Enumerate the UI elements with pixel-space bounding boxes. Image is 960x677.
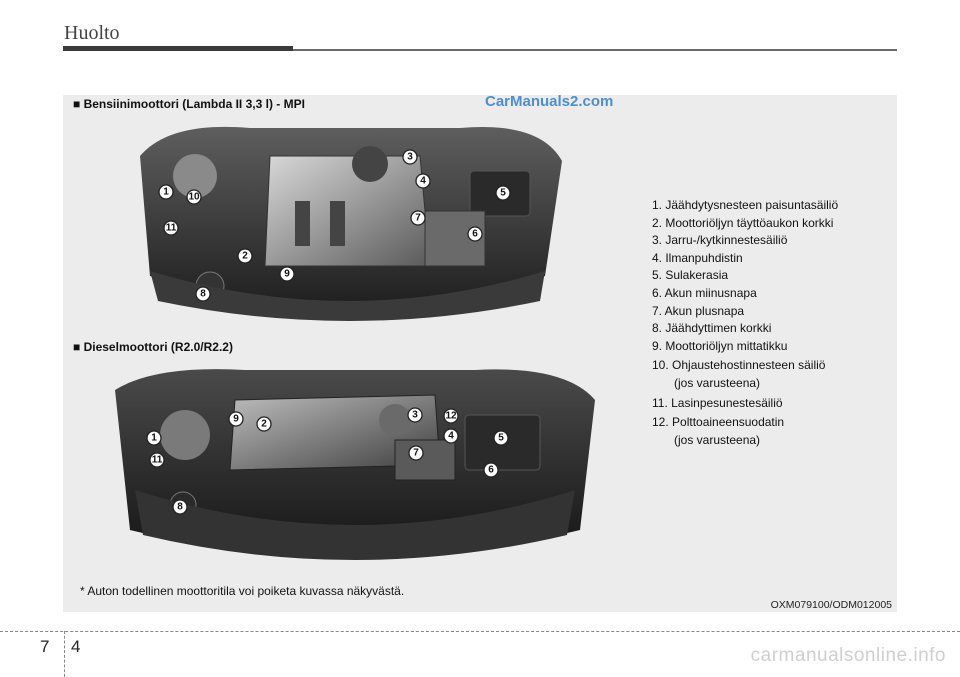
page-title: Huolto xyxy=(64,22,120,44)
callout-5-diesel xyxy=(494,431,508,445)
svg-text:4: 4 xyxy=(448,430,454,442)
callout-9-petrol xyxy=(280,267,294,281)
callout-7-diesel xyxy=(409,446,423,460)
svg-text:5: 5 xyxy=(500,187,506,199)
callout-11-petrol xyxy=(164,221,178,235)
callout-8-diesel xyxy=(173,500,187,514)
callout-1-diesel xyxy=(147,431,161,445)
svg-text:7: 7 xyxy=(415,212,421,224)
legend-item-note: (jos varusteena) xyxy=(674,432,761,447)
svg-text:8: 8 xyxy=(177,501,183,513)
svg-text:10: 10 xyxy=(188,191,200,203)
callout-3-diesel xyxy=(408,408,422,422)
legend-item: 4. Ilmanpuhdistin xyxy=(652,250,743,265)
diesel-engine-label: ■ Dieselmoottori (R2.0/R2.2) xyxy=(73,340,233,354)
callout-7-petrol xyxy=(411,211,425,225)
callout-9-diesel xyxy=(229,412,243,426)
callout-1-petrol xyxy=(159,185,173,199)
legend-item: 3. Jarru-/kytkinnestesäiliö xyxy=(652,233,788,248)
footer-divider xyxy=(0,631,960,632)
callout-5-petrol xyxy=(496,186,510,200)
svg-text:2: 2 xyxy=(242,250,248,262)
svg-text:6: 6 xyxy=(472,228,478,240)
legend-item: 6. Akun miinusnapa xyxy=(652,285,757,300)
callout-12-diesel xyxy=(444,409,458,423)
callout-8-petrol xyxy=(196,287,210,301)
page-number: 4 xyxy=(71,637,81,656)
svg-text:2: 2 xyxy=(261,418,267,430)
svg-text:7: 7 xyxy=(413,447,419,459)
legend-item: 1. Jäähdytysnesteen paisuntasäiliö xyxy=(652,198,839,212)
legend-item: 10. Ohjaustehostinnesteen säiliö xyxy=(652,358,826,373)
svg-text:12: 12 xyxy=(445,410,457,422)
legend-item: 12. Polttoaineensuodatin xyxy=(652,415,785,430)
callout-10-petrol xyxy=(187,190,201,204)
site-watermark: carmanualsonline.info xyxy=(750,645,946,666)
svg-text:4: 4 xyxy=(420,175,426,187)
legend-item-note: (jos varusteena) xyxy=(674,375,761,390)
svg-text:11: 11 xyxy=(165,222,177,234)
callout-2-diesel xyxy=(257,417,271,431)
svg-text:9: 9 xyxy=(284,268,290,280)
callout-6-diesel xyxy=(484,463,498,477)
component-legend xyxy=(652,197,882,449)
svg-text:9: 9 xyxy=(233,413,239,425)
legend-item: 7. Akun plusnapa xyxy=(652,303,745,318)
petrol-engine-label: ■ Bensiinimoottori (Lambda II 3,3 l) - MPI xyxy=(73,97,305,111)
legend-item: 11. Lasinpesunestesäiliö xyxy=(652,395,783,410)
footnote: * Auton todellinen moottoritila voi poiketa kuvassa näkyvästä. xyxy=(80,584,405,598)
svg-text:5: 5 xyxy=(498,432,504,444)
callout-6-petrol xyxy=(468,227,482,241)
legend-item: 8. Jäähdyttimen korkki xyxy=(652,321,772,336)
svg-text:11: 11 xyxy=(151,454,163,466)
svg-text:3: 3 xyxy=(407,151,413,163)
svg-text:1: 1 xyxy=(151,432,157,444)
chapter-number: 7 xyxy=(40,637,50,656)
svg-text:1: 1 xyxy=(163,186,169,198)
figure-code: OXM079100/ODM012005 xyxy=(770,599,892,611)
footer-vertical-divider xyxy=(64,631,65,677)
callout-4-petrol xyxy=(416,174,430,188)
callout-4-diesel xyxy=(444,429,458,443)
callout-11-diesel xyxy=(150,453,164,467)
legend-item: 2. Moottoriöljyn täyttöaukon korkki xyxy=(652,215,834,230)
callout-2-petrol xyxy=(238,249,252,263)
svg-text:6: 6 xyxy=(488,464,494,476)
svg-text:3: 3 xyxy=(412,409,418,421)
legend-item: 9. Moottoriöljyn mittatikku xyxy=(652,338,788,353)
svg-text:8: 8 xyxy=(200,288,206,300)
watermark-text: CarManuals2.com xyxy=(485,93,614,110)
callout-3-petrol xyxy=(403,150,417,164)
legend-item: 5. Sulakerasia xyxy=(652,268,729,283)
